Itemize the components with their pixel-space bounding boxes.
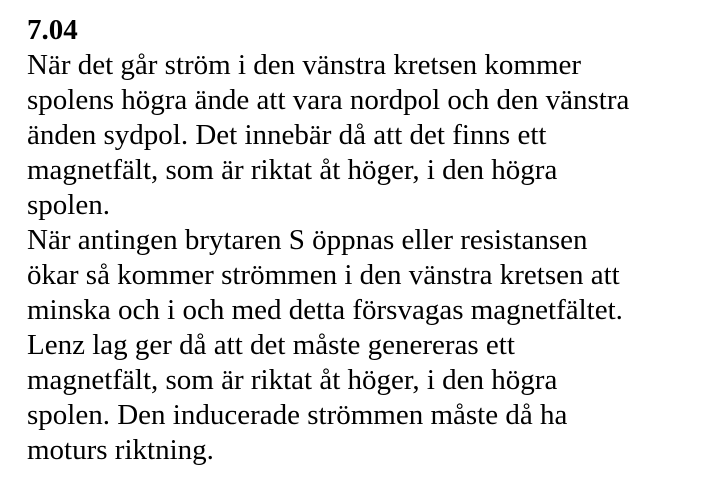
problem-number-heading: 7.04 bbox=[27, 14, 78, 46]
solution-text-line: änden sydpol. Det innebär då att det finns ett bbox=[27, 119, 547, 151]
solution-text-line: ökar så kommer strömmen i den vänstra kretsen att bbox=[27, 259, 620, 291]
solution-text-line: Lenz lag ger då att det måste genereras ett bbox=[27, 329, 515, 361]
solution-text-line: spolen. bbox=[27, 189, 110, 221]
solution-text-line: När antingen brytaren S öppnas eller resistansen bbox=[27, 224, 588, 256]
solution-text-line: spolen. Den inducerade strömmen måste då ha bbox=[27, 399, 568, 431]
solution-text-line: moturs riktning. bbox=[27, 434, 214, 466]
solution-text-line: magnetfält, som är riktat åt höger, i den högra bbox=[27, 364, 558, 396]
solution-text-line: spolens högra ände att vara nordpol och den vänstra bbox=[27, 84, 630, 116]
solution-text-line: magnetfält, som är riktat åt höger, i den högra bbox=[27, 154, 558, 186]
solution-text-line: När det går ström i den vänstra kretsen kommer bbox=[27, 49, 582, 81]
solution-text-line: minska och i och med detta försvagas magnetfältet. bbox=[27, 294, 623, 326]
